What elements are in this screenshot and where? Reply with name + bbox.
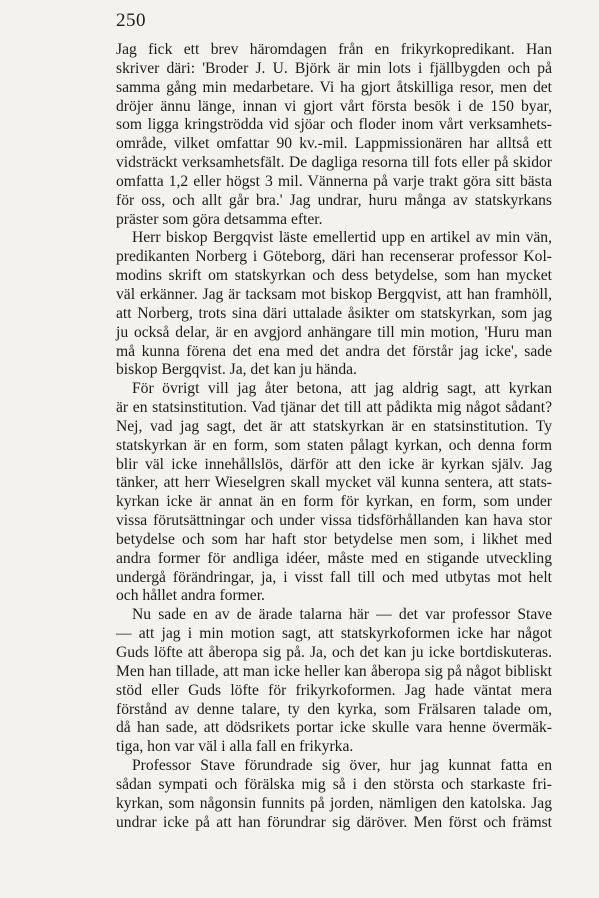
text-line: Nej, vad jag sagt, det är att statskyrkan är en statsinstitution. Ty — [116, 417, 552, 435]
text-line: blir väl icke innehållslös, därför att den icke är kyrkan själv. Jag — [116, 455, 552, 473]
text-line: Herr biskop Bergqvist läste emellertid upp en artikel av min vän, — [132, 229, 552, 247]
text-line: tänker, att herr Wieselgren skall mycket väl kunna sentera, att stats- — [116, 474, 552, 492]
text-line: — att jag i min motion sagt, att statskyrkoformen icke har något — [116, 625, 552, 643]
text-line: ju också delar, är en avgjord anhängare till min motion, 'Huru man — [116, 323, 552, 341]
text-line: Jag fick ett brev häromdagen från en frikyrkopredikant. Han — [116, 41, 552, 58]
paragraph — [116, 757, 552, 832]
text-line: modins skrift om statskyrkan och dess betydelse, som han mycket — [116, 267, 552, 285]
text-line: statskyrkan är en form, som staten pålagt kyrkan, och denna form — [116, 436, 552, 454]
text-line: samma gång min medarbetare. Vi ha gjort åtskilliga resor, men det — [116, 78, 552, 96]
text-line: präster som göra detsamma efter. — [116, 210, 323, 228]
text-line: som ligga kringströdda vid sjöar och floder inom vårt verksamhets- — [116, 116, 552, 134]
text-line: stöd eller Guds löfte för frikyrkoformen. Jag hade väntat mera — [116, 681, 552, 699]
text-line: predikanten Norberg i Göteborg, däri han recenserar professor Kol- — [116, 248, 552, 266]
text-line: väl erkänner. Jag är tacksam mot biskop Bergqvist, att han framhöll, — [116, 285, 552, 303]
text-line: dröjer ännu länge, innan vi gjort vårt första besök i de 150 byar, — [116, 97, 552, 115]
text-line: Guds löfte att åberopa sig på. Ja, och det kan ju icke bortdiskuteras. — [116, 644, 552, 661]
text-line: sådan sympati och förälska mig så i den största och starkaste fri- — [116, 775, 552, 793]
text-line: må kunna förena det ena med det andra det förstår jag icke', sade — [116, 342, 552, 360]
paragraph — [116, 606, 552, 757]
body-text — [116, 41, 552, 832]
text-line: för oss, och allt går bra.' Jag undrar, huru många av statskyrkans — [116, 191, 552, 209]
text-line: område, vilket omfattar 90 kv.-mil. Lappmissionären har alltså ett — [116, 135, 552, 153]
text-line: Nu sade en av de ärade talarna här — det var professor Stave — [132, 606, 552, 624]
text-line: och hållet andra former. — [116, 587, 265, 605]
text-line: andra former för andliga idéer, måste med en stigande utveckling — [116, 549, 552, 567]
text-line: omfatta 1,2 eller högst 3 mil. Vännerna på varje trakt göra sitt bästa — [116, 172, 552, 190]
page-number: 250 — [116, 10, 146, 31]
text-line: Men han tillade, att man icke heller kan åberopa sig på något bibliskt — [116, 662, 552, 680]
text-line: att Norberg, trots sina däri uttalade åsikter om statskyrkan, som jag — [116, 304, 552, 322]
text-line: förstånd av denne talare, ty den kyrka, som Frälsaren talade om, — [116, 700, 552, 718]
text-line: vissa förutsättningar och under vissa tidsförhållanden kan hava stor — [116, 512, 552, 530]
text-line: kyrkan, som någonsin funnits på jorden, nämligen den katolska. Jag — [116, 794, 552, 812]
paragraph — [116, 380, 552, 606]
text-line: tiga, hon var väl i alla fall en frikyrka. — [116, 738, 354, 756]
paragraph — [116, 41, 552, 229]
text-line: skriver däri: 'Broder J. U. Björk är min lots i fjällbygden och på — [116, 59, 552, 77]
text-line: kyrkan icke är annat än en form för kyrkan, en form, som under — [116, 493, 552, 511]
text-line: undergå förändringar, ja, i visst fall till och med utbytas mot helt — [116, 568, 552, 586]
text-line: För övrigt vill jag åter betona, att jag aldrig sagt, att kyrkan — [132, 380, 552, 398]
text-line: då han sade, att dödsrikets portar icke skulle vara henne övermäk- — [116, 719, 552, 737]
text-line: är en statsinstitution. Vad tjänar det till att pådikta mig något sådant? — [116, 399, 552, 417]
text-line: betydelse och som har haft stor betydelse men som, i likhet med — [116, 530, 552, 548]
text-line: Professor Stave förundrade sig över, hur jag kunnat fatta en — [132, 757, 552, 775]
text-line: vidsträckt verksamhetsfält. De dagliga resorna till fots eller på skidor — [116, 154, 552, 172]
paragraph — [116, 229, 552, 380]
text-line: undrar icke på att han förundrar sig däröver. Men först och främst — [116, 813, 552, 831]
text-line: biskop Bergqvist. Ja, det kan ju hända. — [116, 361, 357, 379]
